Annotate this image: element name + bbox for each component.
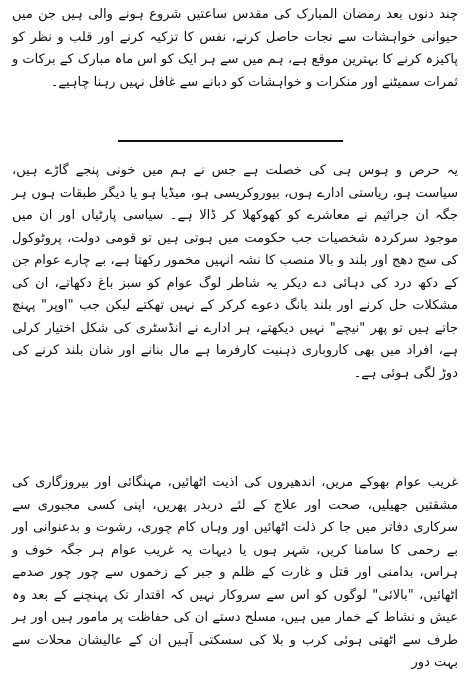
paragraph-2: یہ حرص و ہوس ہی کی خصلت ہے جس نے ہم میں خونی پنجے گاڑے ہیں، سیاست ہو، ریاستی ادارے ہوں، بیوروکریسی ہو، میڈیا ہو یا دیگر طبقات ہوں ہر جگہ ان جراثیم نے معاشرے کو کھوکھلا کر ڈالا ہے۔ سیاسی پارٹیاں اور ان میں موجود سرکردہ شخصیات جب حکومت میں ہوتی ہیں تو قومی دولت، پروٹوکول کی سج دھج اور بلند و بالا منصب کا نشہ انہیں مخمور رکھتا ہے، بے چارے عوام جن کے دکھ درد کی دہائی دے دیکر یہ شاطر لوگ عوام کو سبز باغ دکھاتے، ان کی مشکلات حل کرنے اور بلند بانگ دعوے کرکر کے نہیں تھکتے لیکن جب "اوپر" پہنچ جاتے ہیں تو پھر "نیچے" نہیں دیکھتے، ہر ادارے نے انڈسٹری کی شکل اختیار کرلی ہے، افراد میں بھی کاروباری ذہنیت کارفرما ہے مال بنانے اور شان بلند کرنے کی دوڑ لگی ہوئی ہے۔ xyxy=(12,163,458,381)
section-divider xyxy=(118,140,343,142)
paragraph-1: چند دنوں بعد رمضان المبارک کی مقدس ساعتیں شروع ہونے والی ہیں جن میں حیوانی خواہشات سے نجات حاصل کرنے، نفس کا تزکیہ کرنے اور قلب و نظر کو پاکیزہ کرنے کا بہترین موقع ہے، ہم میں سے ہر ایک کو اس ماہ مبارک کے برکات و ثمرات سمیٹنے اور منکرات و خواہشات کو دبانے سے غافل نہیں رہنا چاہیے۔ xyxy=(12,7,458,90)
paragraph-3: غریب عوام بھوکے مریں، اندھیروں کی اذیت اٹھائیں، مہنگائی اور بیروزگاری کی مشقتیں جھیلیں، صحت اور علاج کے لئے دربدر پھریں، اپنی کسی مجبوری سے سرکاری دفاتر میں جا کر ذلت اٹھائیں اور وہاں کام چوری، رشوت و بدعنوانی اور بے رحمی کا سامنا کریں، شہر ہوں یا دیہات یہ غریب عوام ہر جگہ خوف و ہراس، بدامنی اور قتل و غارت کے ظلم و جبر کے زخموں سے چور چور صدمے اٹھائیں، "بالائی" لوگوں کو اس سے سروکار نہیں کہ اقتدار تک پہنچنے کے بعد وہ عیش و نشاط کے خمار میں ہیں، مسلح دستے ان کی حفاظت پر مامور ہیں اور ہر طرف سے اٹھتی ہوئی کرب و بلا کی سسکتی آہیں ان کے عالیشان محلات سے بہت دور xyxy=(12,475,458,670)
